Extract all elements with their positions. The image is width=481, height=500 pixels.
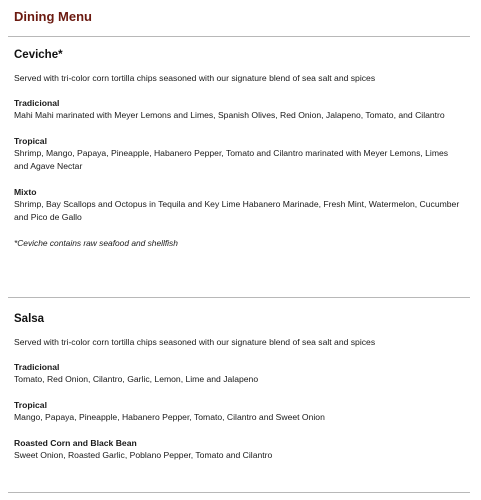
menu-item-name: Tropical (14, 136, 47, 146)
menu-item-description: Tomato, Red Onion, Cilantro, Garlic, Lemon, Lime and Jalapeno (14, 374, 259, 384)
menu-item-description: Shrimp, Mango, Papaya, Pineapple, Habanero Pepper, Tomato and Cilantro marinated with Meyer Lemons, Limes and Agave Nectar (14, 148, 449, 171)
menu-item-description: Mahi Mahi marinated with Meyer Lemons and Limes, Spanish Olives, Red Onion, Jalapeno, Tomato, and Cilantro (14, 110, 445, 120)
menu-item-name: Roasted Corn and Black Bean (14, 438, 137, 448)
section-intro-ceviche: Served with tri-color corn tortilla chips seasoned with our signature blend of sea salt and spices (14, 73, 376, 83)
section-intro-salsa: Served with tri-color corn tortilla chips seasoned with our signature blend of sea salt and spices (14, 337, 376, 347)
divider-bottom (8, 492, 470, 493)
section-salsa (14, 312, 464, 462)
menu-item-name: Mixto (14, 187, 37, 197)
menu-item-ceviche-tradicional (14, 97, 464, 122)
divider-middle (8, 297, 470, 298)
menu-item-salsa-tradicional (14, 361, 464, 386)
section-title-salsa: Salsa (14, 313, 45, 325)
section-title-ceviche: Ceviche* (14, 49, 63, 61)
menu-item-name: Tropical (14, 400, 47, 410)
menu-item-name: Tradicional (14, 362, 60, 372)
menu-item-ceviche-mixto (14, 186, 464, 224)
page-title: Dining Menu (14, 9, 92, 24)
menu-item-salsa-tropical (14, 399, 464, 424)
divider-top (8, 36, 470, 37)
menu-item-salsa-roasted-corn-black-bean (14, 437, 464, 462)
menu-item-ceviche-tropical (14, 135, 464, 173)
menu-item-description: Mango, Papaya, Pineapple, Habanero Pepper, Tomato, Cilantro and Sweet Onion (14, 412, 325, 422)
menu-item-description: Shrimp, Bay Scallops and Octopus in Tequila and Key Lime Habanero Marinade, Fresh Mint, Watermelon, Cucumber and Pico de Gallo (14, 199, 460, 222)
section-ceviche (14, 48, 464, 249)
menu-item-name: Tradicional (14, 98, 60, 108)
menu-item-description: Sweet Onion, Roasted Garlic, Poblano Pepper, Tomato and Cilantro (14, 450, 273, 460)
ceviche-footnote: *Ceviche contains raw seafood and shellfish (14, 238, 178, 248)
